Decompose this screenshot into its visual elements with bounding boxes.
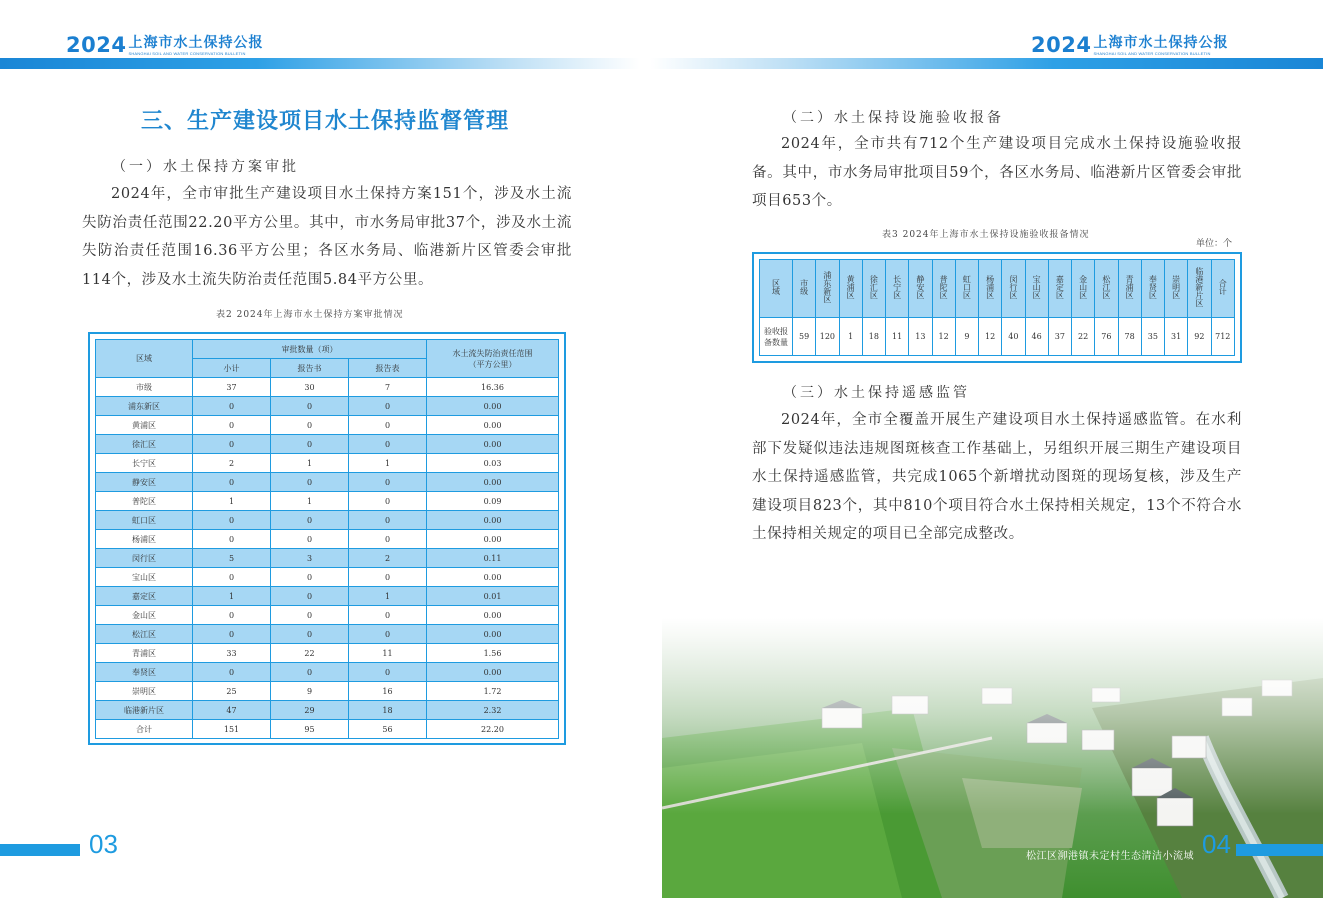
table2-row bbox=[96, 663, 559, 682]
section-title: 三、生产建设项目水土保持监督管理 bbox=[141, 108, 510, 134]
table2-cell-value: 0.00 bbox=[427, 625, 559, 644]
table2-row bbox=[96, 397, 559, 416]
header-bar-left bbox=[0, 58, 640, 69]
table2-cell-value: 0 bbox=[193, 511, 271, 530]
table2-cell-value: 11 bbox=[349, 644, 427, 663]
table2-cell-value: 1.56 bbox=[427, 644, 559, 663]
table3-unit: 单位：个 bbox=[1196, 239, 1233, 249]
table2-cell-region: 奉贤区 bbox=[96, 663, 193, 682]
table3-cell-value: 12 bbox=[932, 318, 955, 356]
table2-cell-value: 0 bbox=[349, 511, 427, 530]
table3-header-label: 临港新片区 bbox=[1194, 267, 1204, 307]
table3-cell-value: 11 bbox=[886, 318, 909, 356]
table3-header-label: 奉贤区 bbox=[1148, 275, 1158, 299]
table3-header-label: 宝山区 bbox=[1032, 275, 1042, 299]
table2-cell-value: 1 bbox=[271, 454, 349, 473]
table2-cell-value: 30 bbox=[271, 378, 349, 397]
table2-cell-value: 0 bbox=[271, 397, 349, 416]
table2-cell-value: 0 bbox=[349, 397, 427, 416]
table2-cell-value: 3 bbox=[271, 549, 349, 568]
footer-bar-right bbox=[1236, 844, 1323, 856]
table2-row bbox=[96, 511, 559, 530]
table3-data-row bbox=[760, 318, 1235, 356]
table2-cell-value: 0 bbox=[193, 435, 271, 454]
table2-cell-value: 0.00 bbox=[427, 397, 559, 416]
table2-cell-region: 长宁区 bbox=[96, 454, 193, 473]
table2-frame bbox=[88, 332, 566, 745]
table2-header-report-book: 报告书 bbox=[271, 359, 349, 378]
table3-header-cell bbox=[1095, 260, 1118, 318]
table2-header-report-form: 报告表 bbox=[349, 359, 427, 378]
table3-cell-value: 1 bbox=[839, 318, 862, 356]
table2-header-area-line1: 水土流失防治责任范围 bbox=[452, 348, 533, 358]
table2-cell-value: 0 bbox=[193, 473, 271, 492]
table2-cell-value: 0 bbox=[271, 587, 349, 606]
table2 bbox=[95, 339, 559, 739]
table2-cell-value: 0 bbox=[271, 606, 349, 625]
table2-cell-region: 临港新片区 bbox=[96, 701, 193, 720]
table3-header-label: 虹口区 bbox=[962, 275, 972, 299]
table2-row bbox=[96, 549, 559, 568]
table2-cell-value: 1.72 bbox=[427, 682, 559, 701]
table3-header-cell bbox=[1048, 260, 1071, 318]
table3-header-cell bbox=[1141, 260, 1164, 318]
table2-cell-region: 崇明区 bbox=[96, 682, 193, 701]
table2-header-area bbox=[427, 340, 559, 378]
table2-cell-value: 37 bbox=[193, 378, 271, 397]
table2-row bbox=[96, 568, 559, 587]
table3-cell-value: 78 bbox=[1118, 318, 1141, 356]
table2-cell-value: 1 bbox=[271, 492, 349, 511]
header-subtitle-en: SHANGHAI SOIL AND WATER CONSERVATION BULLETIN bbox=[1093, 51, 1211, 56]
table3-cell-value: 46 bbox=[1025, 318, 1048, 356]
table2-cell-value: 0 bbox=[349, 606, 427, 625]
table2-header-subtotal: 小计 bbox=[193, 359, 271, 378]
table2-header-region: 区域 bbox=[96, 340, 193, 378]
header-title: 上海市水土保持公报 bbox=[1093, 35, 1229, 51]
table2-cell-value: 0.00 bbox=[427, 606, 559, 625]
subsection-title-remote-sensing: （三）水土保持遥感监管 bbox=[783, 385, 970, 401]
table3-caption: 表3 2024年上海市水土保持设施验收报备情况 bbox=[882, 230, 1090, 240]
table2-cell-value: 0.00 bbox=[427, 435, 559, 454]
table2-cell-value: 0.03 bbox=[427, 454, 559, 473]
table2-header-area-line2: （平方公里） bbox=[468, 359, 517, 369]
table2-row bbox=[96, 701, 559, 720]
table3-header-label: 黄浦区 bbox=[846, 275, 856, 299]
table3-header-label: 杨浦区 bbox=[985, 275, 995, 299]
table3-header-label: 松江区 bbox=[1101, 275, 1111, 299]
table2-cell-value: 2 bbox=[193, 454, 271, 473]
table3-header-label: 崇明区 bbox=[1171, 275, 1181, 299]
table2-cell-value: 0 bbox=[193, 530, 271, 549]
table2-cell-value: 16.36 bbox=[427, 378, 559, 397]
table3-header-cell bbox=[955, 260, 978, 318]
table3-header-cell bbox=[1118, 260, 1141, 318]
table3-header-label: 金山区 bbox=[1078, 275, 1088, 299]
subsection-title-acceptance: （二）水土保持设施验收报备 bbox=[783, 110, 1004, 126]
table3-cell-value: 31 bbox=[1165, 318, 1188, 356]
header-logo-left bbox=[66, 34, 263, 56]
table3-header-label: 嘉定区 bbox=[1055, 275, 1065, 299]
paragraph-remote-sensing: 2024年，全市全覆盖开展生产建设项目水土保持遥感监管。在水利部下发疑似违法违规图斑核查工作基础上，另组织开展三期生产建设项目水土保持遥感监管，共完成1065个新增扰动图斑的现场复核，涉及生产建设项目823个，其中810个项目符合水土保持相关规定，13个不符合水土保持相关规定的项目已全部完成整改。 bbox=[752, 412, 1242, 542]
table2-cell-value: 0.00 bbox=[427, 530, 559, 549]
table3-row-label-text: 验收报备数量 bbox=[764, 326, 788, 347]
table2-cell-value: 0 bbox=[193, 663, 271, 682]
table2-cell-region: 杨浦区 bbox=[96, 530, 193, 549]
table2-cell-region: 合计 bbox=[96, 720, 193, 739]
table3-header-cell bbox=[1002, 260, 1025, 318]
table2-cell-value: 22.20 bbox=[427, 720, 559, 739]
table2-cell-value: 1 bbox=[349, 587, 427, 606]
table2-cell-region: 闵行区 bbox=[96, 549, 193, 568]
table2-cell-region: 虹口区 bbox=[96, 511, 193, 530]
table2-cell-value: 0 bbox=[349, 492, 427, 511]
table2-row bbox=[96, 682, 559, 701]
table2-cell-value: 5 bbox=[193, 549, 271, 568]
table2-cell-value: 151 bbox=[193, 720, 271, 739]
table2-cell-value: 0 bbox=[193, 568, 271, 587]
table2-cell-value: 0.00 bbox=[427, 663, 559, 682]
header-subtitle-en: SHANGHAI SOIL AND WATER CONSERVATION BULLETIN bbox=[128, 51, 246, 56]
table3-header-row bbox=[760, 260, 1235, 318]
table2-cell-value: 0 bbox=[349, 416, 427, 435]
table2-cell-value: 0 bbox=[271, 568, 349, 587]
table2-cell-value: 0.11 bbox=[427, 549, 559, 568]
table2-row bbox=[96, 492, 559, 511]
table2-cell-region: 普陀区 bbox=[96, 492, 193, 511]
table3-header-cell bbox=[839, 260, 862, 318]
table3-header-cell bbox=[816, 260, 839, 318]
table2-row bbox=[96, 530, 559, 549]
table3-cell-value: 92 bbox=[1188, 318, 1211, 356]
table2-cell-value: 29 bbox=[271, 701, 349, 720]
table3-cell-value: 35 bbox=[1141, 318, 1164, 356]
table2-cell-region: 宝山区 bbox=[96, 568, 193, 587]
table2-cell-value: 0 bbox=[193, 397, 271, 416]
table3-cell-value: 9 bbox=[955, 318, 978, 356]
table2-cell-region: 松江区 bbox=[96, 625, 193, 644]
table3-header-cell bbox=[1072, 260, 1095, 318]
table3-header-cell bbox=[979, 260, 1002, 318]
table3-header-cell bbox=[1188, 260, 1211, 318]
table2-cell-value: 1 bbox=[193, 492, 271, 511]
table2-cell-region: 静安区 bbox=[96, 473, 193, 492]
table3 bbox=[759, 259, 1235, 356]
header-year: 2024 bbox=[1031, 33, 1092, 57]
table3-header-label: 长宁区 bbox=[892, 275, 902, 299]
table3-header-label: 青浦区 bbox=[1125, 275, 1135, 299]
table2-caption: 表2 2024年上海市水土保持方案审批情况 bbox=[216, 310, 404, 320]
table2-cell-value: 25 bbox=[193, 682, 271, 701]
table2-cell-value: 47 bbox=[193, 701, 271, 720]
table3-cell-value: 76 bbox=[1095, 318, 1118, 356]
table2-cell-region: 嘉定区 bbox=[96, 587, 193, 606]
table2-cell-value: 0.09 bbox=[427, 492, 559, 511]
table2-cell-value: 2 bbox=[349, 549, 427, 568]
header-year: 2024 bbox=[66, 33, 127, 57]
table3-header-label: 普陀区 bbox=[939, 275, 949, 299]
table2-header-count-group: 审批数量（项） bbox=[193, 340, 427, 359]
table2-cell-value: 16 bbox=[349, 682, 427, 701]
table3-header-cell bbox=[932, 260, 955, 318]
table2-cell-value: 0 bbox=[271, 473, 349, 492]
table3-cell-value: 40 bbox=[1002, 318, 1025, 356]
table3-cell-value: 59 bbox=[793, 318, 816, 356]
table2-cell-value: 1 bbox=[349, 454, 427, 473]
table2-row bbox=[96, 378, 559, 397]
table2-cell-region: 徐汇区 bbox=[96, 435, 193, 454]
table2-cell-value: 33 bbox=[193, 644, 271, 663]
table2-cell-value: 56 bbox=[349, 720, 427, 739]
paragraph-approval: 2024年，全市审批生产建设项目水土保持方案151个，涉及水土流失防治责任范围22.20平方公里。其中，市水务局审批37个，涉及水土流失防治责任范围16.36平方公里；各区水务局、临港新片区管委会审批114个，涉及水土流失防治责任范围5.84平方公里。 bbox=[82, 186, 572, 288]
table2-cell-value: 0 bbox=[271, 435, 349, 454]
table2-row bbox=[96, 720, 559, 739]
table3-cell-value: 37 bbox=[1048, 318, 1071, 356]
table2-cell-value: 0.00 bbox=[427, 568, 559, 587]
table3-header-cell bbox=[1165, 260, 1188, 318]
table2-cell-value: 1 bbox=[193, 587, 271, 606]
table2-row bbox=[96, 473, 559, 492]
table3-cell-value: 712 bbox=[1211, 318, 1235, 356]
table2-cell-value: 0 bbox=[349, 625, 427, 644]
table3-header-cell bbox=[793, 260, 816, 318]
table2-row bbox=[96, 587, 559, 606]
table2-row bbox=[96, 606, 559, 625]
table2-cell-region: 浦东新区 bbox=[96, 397, 193, 416]
table3-header-cell bbox=[862, 260, 885, 318]
table2-cell-value: 95 bbox=[271, 720, 349, 739]
table2-cell-region: 黄浦区 bbox=[96, 416, 193, 435]
table3-header-cell bbox=[1025, 260, 1048, 318]
table3-header-label: 合计 bbox=[1218, 279, 1228, 295]
table3-cell-value: 120 bbox=[816, 318, 839, 356]
photo-caption: 松江区泖港镇未定村生态清洁小流域 bbox=[1026, 851, 1194, 862]
table2-cell-value: 0.00 bbox=[427, 473, 559, 492]
table3-frame bbox=[752, 252, 1242, 363]
table2-cell-value: 0 bbox=[271, 663, 349, 682]
paragraph-acceptance: 2024年，全市共有712个生产建设项目完成水土保持设施验收报备。其中，市水务局审批项目59个，各区水务局、临港新片区管委会审批项目653个。 bbox=[752, 136, 1242, 209]
table3-header-label: 浦东新区 bbox=[822, 271, 832, 303]
table2-cell-value: 0 bbox=[193, 416, 271, 435]
footer-bar-left bbox=[0, 844, 80, 856]
table2-cell-value: 0 bbox=[349, 568, 427, 587]
subsection-title-approval: （一）水土保持方案审批 bbox=[112, 159, 299, 175]
table2-row bbox=[96, 644, 559, 663]
table2-cell-value: 0 bbox=[349, 435, 427, 454]
table3-cell-value: 22 bbox=[1072, 318, 1095, 356]
table3-header-cell bbox=[760, 260, 793, 318]
table2-cell-value: 0 bbox=[271, 530, 349, 549]
table3-header-label: 静安区 bbox=[915, 275, 925, 299]
table2-cell-value: 18 bbox=[349, 701, 427, 720]
table2-cell-value: 0 bbox=[271, 416, 349, 435]
table2-row bbox=[96, 625, 559, 644]
table3-header-label: 徐汇区 bbox=[869, 275, 879, 299]
table3-header-label: 闵行区 bbox=[1008, 275, 1018, 299]
table2-cell-value: 22 bbox=[271, 644, 349, 663]
table2-cell-value: 0.00 bbox=[427, 416, 559, 435]
table3-cell-value: 18 bbox=[862, 318, 885, 356]
table2-row bbox=[96, 454, 559, 473]
table2-cell-value: 2.32 bbox=[427, 701, 559, 720]
table3-cell-value: 13 bbox=[909, 318, 932, 356]
table3-row-label bbox=[760, 318, 793, 356]
table2-cell-value: 0.00 bbox=[427, 511, 559, 530]
table3-header-cell bbox=[909, 260, 932, 318]
table2-cell-value: 0.01 bbox=[427, 587, 559, 606]
table3-header-label: 区域 bbox=[771, 279, 781, 295]
table2-row bbox=[96, 435, 559, 454]
table2-cell-value: 9 bbox=[271, 682, 349, 701]
page-number-left: 03 bbox=[89, 829, 118, 859]
table2-cell-region: 市级 bbox=[96, 378, 193, 397]
table2-cell-value: 0 bbox=[349, 473, 427, 492]
header-bar-right bbox=[650, 58, 1323, 69]
table2-cell-value: 0 bbox=[271, 625, 349, 644]
table3-header-label: 市级 bbox=[799, 279, 809, 295]
table2-row bbox=[96, 416, 559, 435]
table3-cell-value: 12 bbox=[979, 318, 1002, 356]
table2-cell-value: 0 bbox=[349, 663, 427, 682]
table2-cell-region: 青浦区 bbox=[96, 644, 193, 663]
table2-cell-value: 0 bbox=[193, 625, 271, 644]
table3-header-cell bbox=[1211, 260, 1235, 318]
table2-cell-value: 0 bbox=[349, 530, 427, 549]
table2-cell-region: 金山区 bbox=[96, 606, 193, 625]
table3-header-cell bbox=[886, 260, 909, 318]
table2-cell-value: 0 bbox=[271, 511, 349, 530]
header-title: 上海市水土保持公报 bbox=[128, 35, 264, 51]
table2-body bbox=[96, 378, 559, 739]
table2-cell-value: 7 bbox=[349, 378, 427, 397]
header-logo-right bbox=[1031, 34, 1228, 56]
page-number-right: 04 bbox=[1202, 829, 1231, 859]
table2-cell-value: 0 bbox=[193, 606, 271, 625]
